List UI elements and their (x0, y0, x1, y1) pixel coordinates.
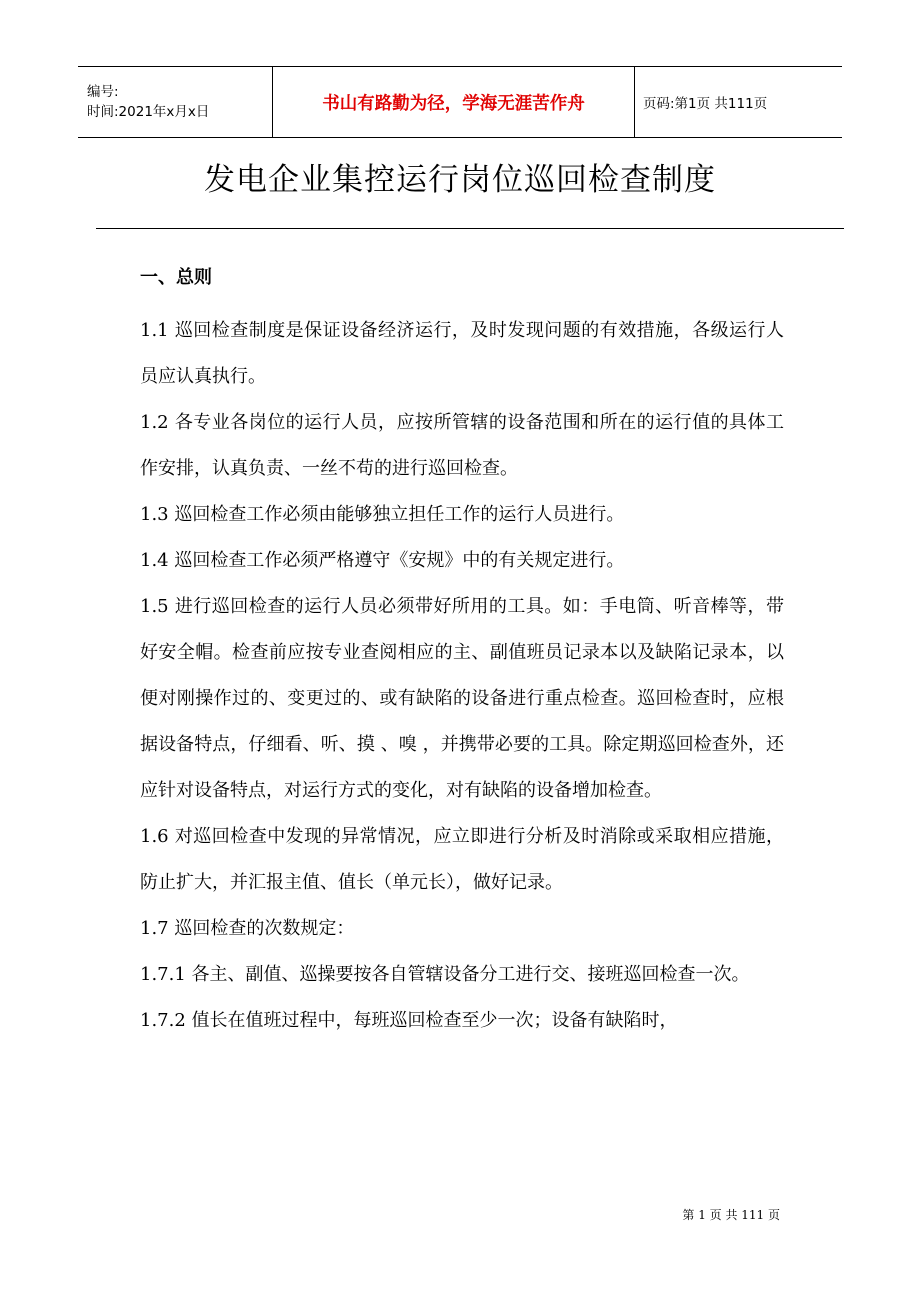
header-meta-cell (78, 67, 273, 137)
page-cell (635, 67, 842, 137)
document-body (140, 258, 784, 1044)
number-label: 编号: (87, 84, 119, 100)
page-footer: 第 1 页 共 111 页 (682, 1208, 780, 1222)
page-label: 页码:第1页 共111页 (643, 96, 768, 112)
document-title: 发电企业集控运行岗位巡回检查制度 (204, 162, 716, 198)
paragraph-1-6: 1.6 对巡回检查中发现的异常情况，应立即进行分析及时消除或采取相应措施，防止扩大，并汇报主值、值长（单元长），做好记录。 (140, 826, 784, 893)
paragraph-1-7-1: 1.7.1 各主、副值、巡操要按各自管辖设备分工进行交、接班巡回检查一次。 (140, 964, 750, 985)
section-heading: 一、总则 (140, 267, 212, 288)
paragraph-1-7: 1.7 巡回检查的次数规定： (140, 918, 355, 939)
motto-text: 书山有路勤为径，学海无涯苦作舟 (322, 93, 585, 114)
paragraph-1-3: 1.3 巡回检查工作必须由能够独立担任工作的运行人员进行。 (140, 504, 625, 525)
paragraph-1-5: 1.5 进行巡回检查的运行人员必须带好所用的工具。如：手电筒、听音棒等，带好安全帽。检查前应按专业查阅相应的主、副值班员记录本以及缺陷记录本，以便对刚操作过的、变更过的、或有缺陷的设备进行重点检查。巡回检查时，应根据设备特点，仔细看、听、摸 、嗅 ，并携带必要的工具。除定期巡回检查外，还应针对设备特点，对运行方式的变化，对有缺陷的设备增加检查。 (140, 596, 784, 801)
time-label: 时间:2021年x月x日 (87, 104, 210, 120)
motto-cell (273, 67, 635, 137)
title-divider (96, 228, 844, 229)
paragraph-1-2: 1.2 各专业各岗位的运行人员，应按所管辖的设备范围和所在的运行值的具体工作安排，认真负责、一丝不苟的进行巡回检查。 (140, 412, 784, 479)
paragraph-1-7-2: 1.7.2 值长在值班过程中，每班巡回检查至少一次；设备有缺陷时， (140, 1010, 678, 1031)
document-header (78, 66, 842, 138)
paragraph-1-4: 1.4 巡回检查工作必须严格遵守《安规》中的有关规定进行。 (140, 550, 625, 571)
paragraph-1-1: 1.1 巡回检查制度是保证设备经济运行，及时发现问题的有效措施，各级运行人员应认真执行。 (140, 320, 784, 387)
